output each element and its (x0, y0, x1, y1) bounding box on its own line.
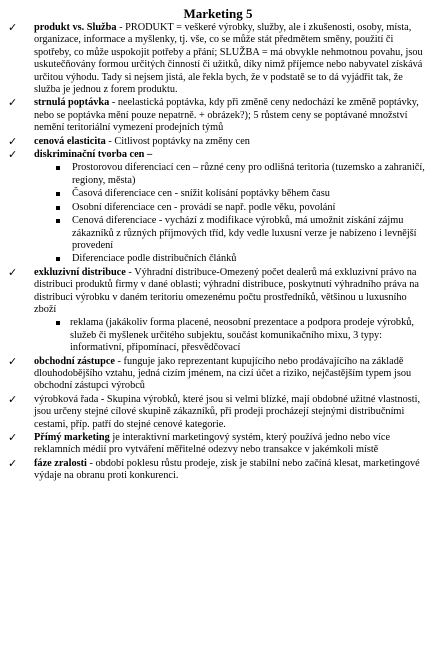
checkmark-icon: ✓ (8, 265, 18, 279)
sub-list (34, 162, 430, 265)
checkmark-icon: ✓ (8, 456, 18, 470)
sub-item-text: Cenová diferenciace - vychází z modifikace výrobků, má umožnit získání zájmu zákazníků z různých příjmových tříd, kdy vedle luxusní verze je nabízeno i levnější provedení (72, 215, 417, 251)
page-title: Marketing 5 (183, 6, 253, 21)
item-term: exkluzivní distribuce (34, 266, 126, 278)
item-term: produkt vs. Služba (34, 22, 117, 33)
list-item (6, 394, 430, 431)
list-item (6, 356, 430, 393)
square-bullet-icon (56, 206, 60, 210)
item-term: Přímý marketing (34, 432, 110, 443)
sub-list-item (34, 188, 430, 200)
list-item (6, 432, 430, 457)
item-term: diskriminační tvorba cen – (34, 149, 153, 161)
item-text: - Výhradní distribuce-Omezený počet dealerů má exkluzivní právo na distribuci produktů firmy v dané oblasti; výhradní distribuce, poskytnutí výhradního práva na distribuci výrobku v daném teritoriu omezenému počtu prostředníků, většinou u luxusního zboží (34, 266, 419, 315)
checkmark-icon: ✓ (8, 134, 18, 148)
checkmark-icon: ✓ (8, 148, 18, 162)
sub-item-text: Osobní diferenciace cen - provádí se např. podle věku, povolání (72, 201, 336, 213)
square-bullet-icon (56, 192, 60, 196)
sub-list-item (34, 202, 430, 214)
item-term: fáze zralosti (34, 457, 87, 469)
item-text: - Citlivost poptávky na změny cen (105, 135, 250, 147)
list-item (6, 267, 430, 355)
item-term: cenová elasticita (34, 135, 106, 147)
checkmark-icon: ✓ (8, 392, 18, 406)
item-term: obchodní zástupce (34, 355, 115, 367)
sub-item-text: Časová diferenciace cen - snížit kolísání poptávky během času (72, 188, 330, 200)
item-text: - funguje jako reprezentant kupujícího nebo prodávajícího na základě dlouhodobějšího vztahu, jedná cizím jménem, na cizí účet a riziko, nejčastějším typem jsou obchodní zástupci výrobců (34, 355, 412, 392)
square-bullet-icon (56, 166, 60, 170)
item-text: - PRODUKT = veškeré výrobky, služby, ale i zkušenosti, osoby, místa, organizace, informace a myšlenky, tj. vše, co se může stát předmětem směny, použití či spotřeby, co může uspokojit potřeby a přání; SLUŽBA = má obvykle nehmotnou povahu, jsou uskutečňovány formou určitých činností či užitků, díky nimž příjemce nebo nabyvatel získává určitou výhodu. Tady si nejsem jistá, ale řekla bych, že v podstatě se to dá vyjádřit tak, že služba je jednou z forem produktu. (34, 22, 423, 96)
sub-list-item (34, 215, 430, 252)
checkmark-icon: ✓ (8, 21, 18, 34)
sub-list (34, 317, 430, 354)
list-item (6, 458, 430, 483)
checkmark-icon: ✓ (8, 431, 18, 444)
item-list (6, 22, 430, 483)
item-term: strnulá poptávka (34, 97, 110, 109)
checkmark-icon: ✓ (8, 96, 18, 110)
sub-item-text: reklama (jakákoliv forma placené, neosobní prezentace a podpora prodeje výrobků, služeb či myšlenek určitého subjektu, součást komunikačního mixu, 3 typy: informativní, připomínací, přesvědčovací (70, 317, 414, 354)
sub-list-item (34, 317, 430, 354)
sub-list-item (34, 253, 430, 265)
item-text: výrobková řada - Skupina výrobků, které jsou si velmi blízké, mají obdobné užitné vlastnosti, jsou určeny stejné cílové skupině zákazníků, při prodeji procházejí stejnými distribučními cestami, příp. patří do stejné cenové kategorie. (34, 393, 421, 430)
item-text: - období poklesu růstu prodeje, zisk je stabilní nebo začíná klesat, marketingové výdaje na obranu proti konkurenci. (34, 457, 420, 482)
list-item (6, 97, 430, 134)
sub-item-text: Diferenciace podle distribučních článků (72, 253, 237, 265)
sub-item-text: Prostorovou diferenciací cen – různé ceny pro odlišná teritoria (tuzemsko a zahraničí, regiony, města) (72, 162, 425, 186)
item-text: je interaktivní marketingový systém, který používá jedno nebo více reklamních médií pro vytváření měřitelné odezvy nebo transakce v jakémkoli místě (34, 432, 391, 456)
list-item (6, 136, 430, 148)
square-bullet-icon (56, 219, 60, 223)
list-item (6, 22, 430, 96)
item-text: - neelastická poptávka, kdy při změně ceny nedochází ke změně poptávky, nebo se poptávka mění pouze nepatrně. + obrázek?); 5 růstem ceny se poptávané množství nemění teritoriální vymezení prodejních týmů (34, 97, 419, 134)
square-bullet-icon (56, 257, 60, 261)
sub-list-item (34, 162, 430, 187)
checkmark-icon: ✓ (8, 354, 18, 368)
square-bullet-icon (56, 321, 60, 325)
list-item (6, 149, 430, 266)
